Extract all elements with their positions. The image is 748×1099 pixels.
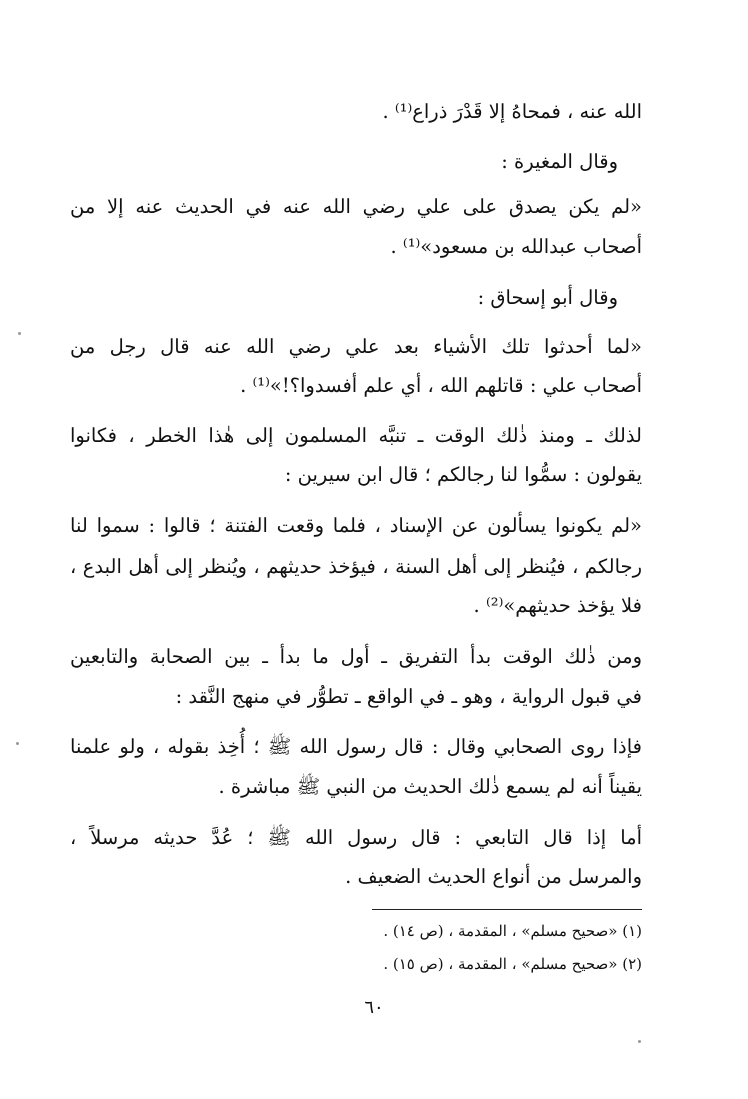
- text-line-15: فإذا روى الصحابي وقال : قال رسول الله ﷺ ؛ أُخِذ بقوله ، ولو علمنا: [70, 735, 642, 758]
- text-line-12: فلا يؤخذ حديثهم»⁽²⁾ .: [473, 594, 642, 617]
- text-line-7: أصحاب علي : قاتلهم الله ، أي علم أفسدوا؟!»⁽¹⁾ .: [240, 374, 642, 397]
- text-line-10: «لم يكونوا يسألون عن الإسناد ، فلما وقعت الفتنة ؛ قالوا : سموا لنا: [70, 514, 642, 537]
- text-line-4: أصحاب عبدالله بن مسعود»⁽¹⁾ .: [390, 235, 642, 258]
- text-line-17: أما إذا قال التابعي : قال رسول الله ﷺ ؛ عُدَّ حديثه مرسلاً ،: [70, 826, 642, 849]
- text-line-5: وقال أبو إسحاق :: [477, 286, 618, 309]
- text-line-18: والمرسل من أنواع الحديث الضعيف .: [345, 865, 642, 888]
- text-line-14: في قبول الرواية ، وهو ـ في الواقع ـ تطوُّر في منهج النَّقد :: [175, 685, 642, 708]
- text-line-13: ومن ذٰلك الوقت بدأ التفريق ـ أول ما بدأ ـ بين الصحابة والتابعين: [70, 645, 642, 668]
- footnote-2: (٢) «صحيح مسلم» ، المقدمة ، (ص ١٥) .: [383, 955, 642, 973]
- scan-speck: [638, 1040, 641, 1043]
- page-number: ٦٠: [364, 997, 384, 1018]
- footnote-1: (١) «صحيح مسلم» ، المقدمة ، (ص ١٤) .: [383, 922, 642, 940]
- text-line-9: يقولون : سمُّوا لنا رجالكم ؛ قال ابن سيرين :: [284, 463, 642, 486]
- text-line-3: «لم يكن يصدق على علي رضي الله عنه في الحديث عنه إلا من: [70, 195, 642, 218]
- scan-speck: [16, 742, 19, 745]
- text-line-6: «لما أحدثوا تلك الأشياء بعد علي رضي الله عنه قال رجل من: [70, 335, 642, 358]
- scan-speck: [18, 332, 21, 335]
- footnote-divider: [372, 909, 642, 910]
- text-line-8: لذلك ـ ومنذ ذٰلك الوقت ـ تنبَّه المسلمون إلى هٰذا الخطر ، فكانوا: [70, 424, 642, 447]
- text-line-2: وقال المغيرة :: [501, 150, 618, 173]
- text-line-16: يقيناً أنه لم يسمع ذٰلك الحديث من النبي ﷺ مباشرة .: [218, 775, 642, 798]
- text-line-1: الله عنه ، فمحاهُ إلا قَدْرَ ذراع⁽¹⁾ .: [382, 100, 642, 123]
- text-line-11: رجالكم ، فيُنظر إلى أهل السنة ، فيؤخذ حديثهم ، ويُنظر إلى أهل البدع ،: [70, 555, 642, 578]
